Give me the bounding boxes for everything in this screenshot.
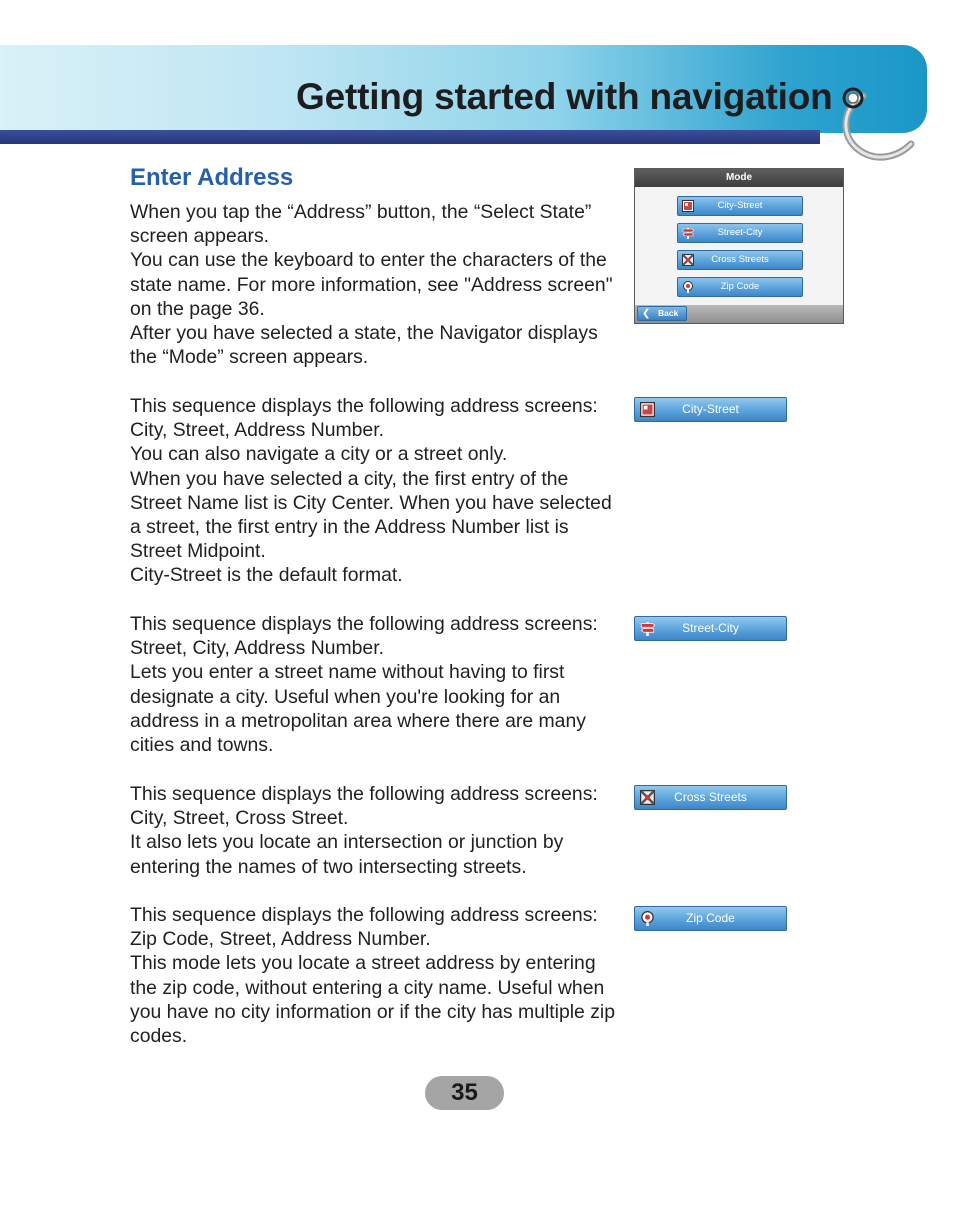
cross-streets-icon: [682, 254, 694, 266]
page-number: 35: [425, 1076, 504, 1110]
paragraph-intro: [130, 200, 620, 369]
mode-screen-title: Mode: [635, 169, 843, 187]
paragraph-line: This sequence displays the following address screens: Street, City, Address Number.: [130, 613, 598, 660]
chapter-ring-icon: [835, 84, 915, 164]
mode-cross-streets-button[interactable]: [677, 250, 803, 270]
paragraph-line: You can also navigate a city or a street only.: [130, 443, 508, 466]
paragraph-line: This sequence displays the following address screens: Zip Code, Street, Address Number.: [130, 904, 598, 951]
paragraph-line: This mode lets you locate a street address by entering the zip code, without entering a city name. Useful when you have no city information or if the city has multiple zip codes.: [130, 952, 615, 1048]
paragraph-line: City-Street is the default format.: [130, 564, 403, 587]
zip-code-button[interactable]: [634, 906, 787, 931]
street-city-button[interactable]: [634, 616, 787, 641]
mode-button-label: Street-City: [717, 227, 763, 238]
paragraph-line: When you have selected a city, the first entry of the Street Name list is City Center. When you have selected a street, the first entry in the Address Number list is Street Midpoint.: [130, 467, 612, 563]
mode-button-label: City-Street: [717, 200, 763, 211]
paragraph-line: This sequence displays the following address screens: City, Street, Cross Street.: [130, 783, 598, 830]
city-street-label: City-Street: [682, 402, 739, 416]
page-title: Getting started with navigation: [296, 76, 833, 117]
zip-code-icon: [682, 281, 694, 293]
paragraph-zip-code: [130, 903, 620, 1048]
city-street-button[interactable]: [634, 397, 787, 422]
paragraph-line: It also lets you locate an intersection or junction by entering the names of two intersecting streets.: [130, 831, 564, 878]
paragraph-line: This sequence displays the following address screens: City, Street, Address Number.: [130, 395, 598, 442]
mode-street-city-button[interactable]: [677, 223, 803, 243]
street-city-icon: [640, 621, 655, 636]
back-button[interactable]: [637, 306, 687, 321]
section-title: Enter Address: [130, 164, 294, 191]
street-city-icon: [682, 227, 694, 239]
mode-screen-footer: [635, 305, 843, 323]
city-street-icon: [640, 402, 655, 417]
zip-code-label: Zip Code: [686, 911, 735, 925]
mode-city-street-button[interactable]: [677, 196, 803, 216]
mode-screen: [634, 168, 844, 324]
mode-button-label: Zip Code: [720, 281, 760, 292]
cross-streets-label: Cross Streets: [674, 790, 747, 804]
cross-streets-button[interactable]: [634, 785, 787, 810]
paragraph-line: After you have selected a state, the Navigator displays the “Mode” screen appears.: [130, 322, 598, 369]
paragraph-line: Lets you enter a street name without having to first designate a city. Useful when you're looking for an address in a metropolitan area where there are many cities and towns.: [130, 661, 586, 757]
back-button-label: Back: [658, 308, 679, 318]
paragraph-cross-streets: [130, 782, 620, 879]
mode-zip-code-button[interactable]: [677, 277, 803, 297]
zip-code-icon: [640, 911, 655, 926]
paragraph-street-city: [130, 612, 620, 757]
paragraph-city-street: [130, 394, 620, 588]
header-underline-bar: [0, 130, 820, 144]
paragraph-line: You can use the keyboard to enter the characters of the state name. For more information, see "Address screen" on the page 36.: [130, 249, 613, 320]
paragraph-line: When you tap the “Address” button, the “Select State” screen appears.: [130, 201, 592, 248]
cross-streets-icon: [640, 790, 655, 805]
chevron-left-icon: ❮: [642, 308, 651, 319]
city-street-icon: [682, 200, 694, 212]
mode-button-label: Cross Streets: [711, 254, 769, 265]
street-city-label: Street-City: [682, 621, 739, 635]
